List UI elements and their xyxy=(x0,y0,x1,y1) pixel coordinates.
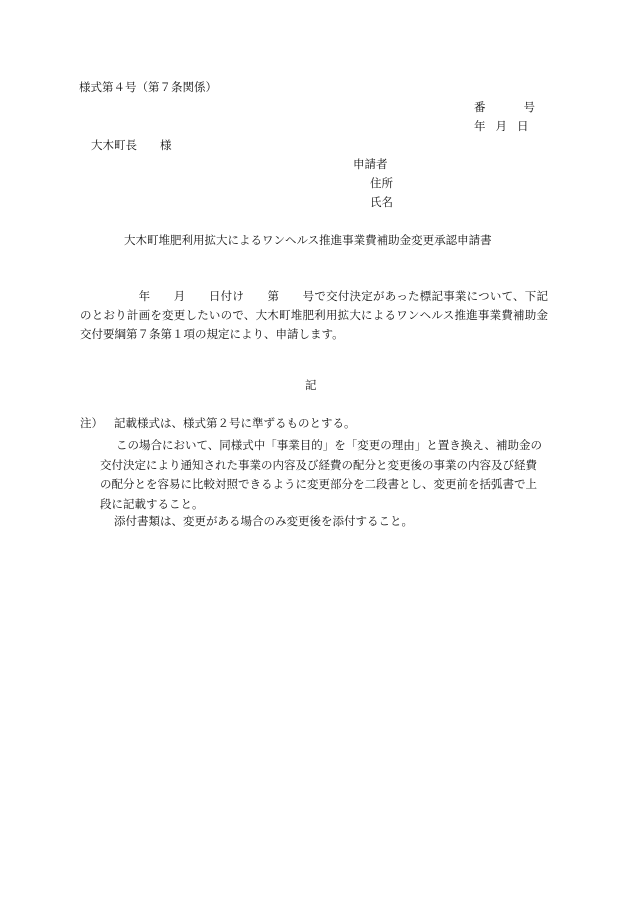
note-item-1: 記載様式は、様式第２号に準ずるものとする。 xyxy=(114,416,356,430)
addressee: 大木町長 様 xyxy=(91,138,172,152)
date-year: 年 xyxy=(474,119,486,133)
reference-go: 号 xyxy=(523,100,535,114)
note-item-3: 添付書類は、変更がある場合のみ変更後を添付すること。 xyxy=(114,514,413,528)
ki-heading: 記 xyxy=(305,378,317,392)
address-label: 住所 xyxy=(370,176,393,190)
date-month: 月 xyxy=(495,119,507,133)
date-day: 日 xyxy=(517,119,529,133)
applicant-label: 申請者 xyxy=(353,157,388,171)
date-line xyxy=(474,119,529,133)
reference-ban: 番 xyxy=(474,100,486,114)
name-label: 氏名 xyxy=(370,195,393,209)
body-text: 年 月 日付け 第 号で交付決定があった標記事業について、下記のとおり計画を変更したいので、大木町堆肥利用拡大によるワンヘルス推進事業費補助金交付要綱第７条第１項の規定により、申請します。 xyxy=(80,289,548,341)
note-item-2: この場合において、同様式中「事業目的」を「変更の理由」と置き換え、補助金の交付決定により通知された事業の内容及び経費の配分と変更後の事業の内容及び経費の配分とを容易に比較対照できるように変更部分を二段書とし、変更前を括弧書で上段に記載すること。 xyxy=(100,438,542,511)
form-number: 様式第４号（第７条関係） xyxy=(79,80,217,94)
reference-number xyxy=(474,100,535,114)
body-paragraph xyxy=(80,287,548,344)
document-title: 大木町堆肥利用拡大によるワンヘルス推進事業費補助金変更承認申請書 xyxy=(124,233,492,247)
note-label: 注） xyxy=(80,416,103,430)
